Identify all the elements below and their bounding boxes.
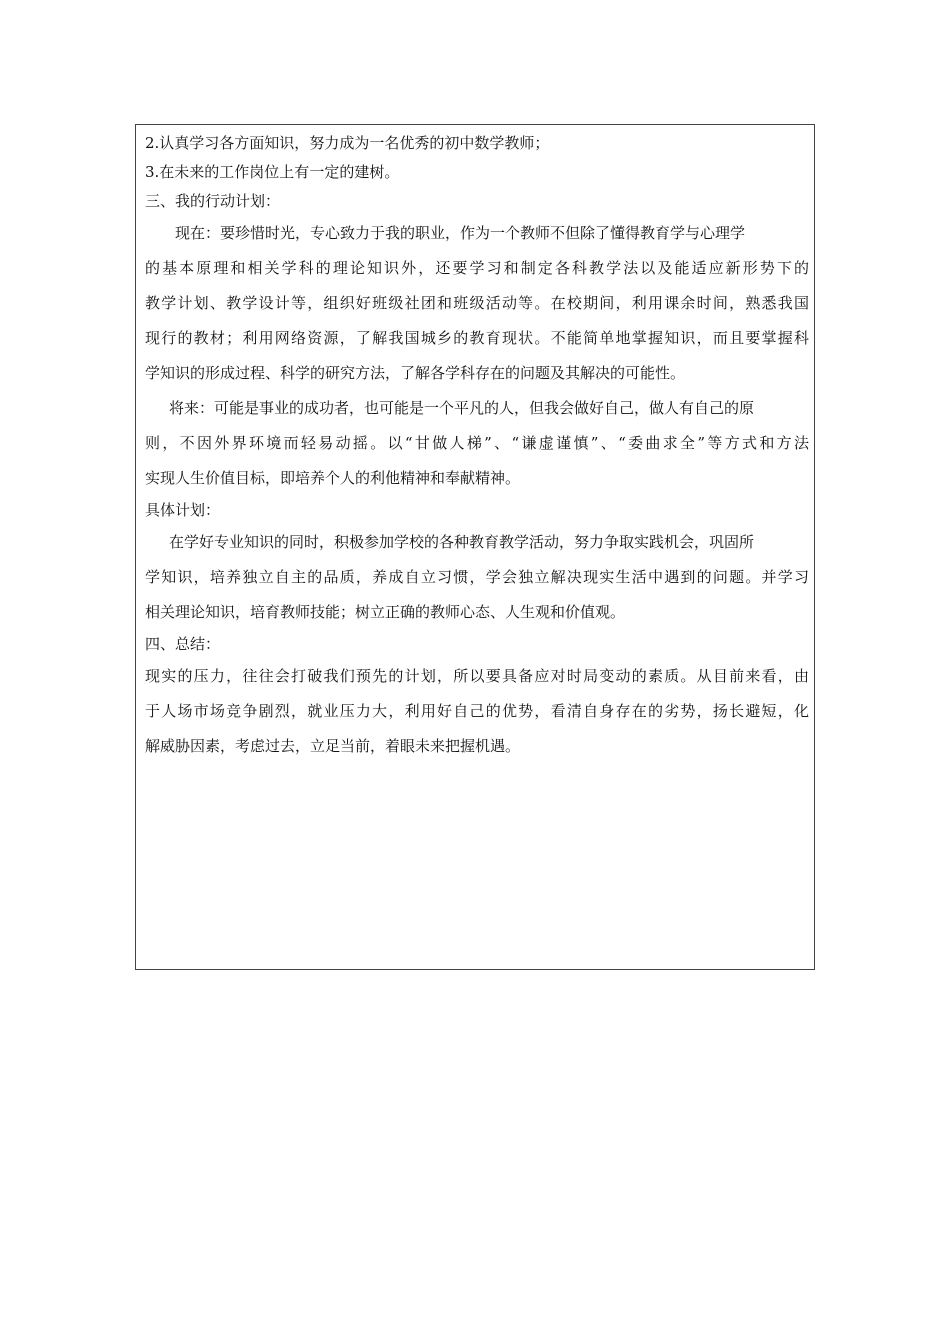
paragraph-now-line: 的基本原理和相关学科的理论知识外，还要学习和制定各科教学法以及能适应新形势下的 [145,259,809,277]
goal-item-3: 3.在未来的工作岗位上有一定的建树。 [145,163,400,181]
paragraph-future-line: 将来：可能是事业的成功者，也可能是一个平凡的人，但我会做好自己，做人有自己的原 [169,399,755,417]
goal-item-2: 2.认真学习各方面知识，努力成为一名优秀的初中数学教师； [145,134,550,152]
paragraph-summary-line: 解威胁因素，考虑过去，立足当前，着眼未来把握机遇。 [145,737,521,755]
document-body [145,129,809,764]
paragraph-specific-line: 相关理论知识，培育教师技能；树立正确的教师心态、人生观和价值观。 [145,603,626,621]
paragraph-specific-line: 在学好专业知识的同时，积极参加学校的各种教育教学活动，努力争取实践机会，巩固所 [169,533,755,551]
subheading-specific-plan: 具体计划： [145,501,221,519]
paragraph-now-line: 学知识的形成过程、科学的研究方法，了解各学科存在的问题及其解决的可能性。 [145,364,686,382]
document-table-cell [135,124,815,970]
paragraph-future-line: 则，不因外界环境而轻易动摇。以“甘做人梯”、“谦虚谨慎”、“委曲求全”等方式和方法 [145,434,809,452]
paragraph-summary-line: 现实的压力，往往会打破我们预先的计划，所以要具备应对时局变动的素质。从目前来看，由 [145,667,809,685]
paragraph-specific-line: 学知识，培养独立自主的品质，养成自立习惯，学会独立解决现实生活中遇到的问题。并学习 [145,568,809,586]
section-heading-summary: 四、总结： [145,635,221,653]
paragraph-future-line: 实现人生价值目标，即培养个人的利他精神和奉献精神。 [145,469,521,487]
paragraph-summary-line: 于人场市场竞争剧烈，就业压力大，利用好自己的优势，看清自身存在的劣势，扬长避短，化 [145,702,809,720]
paragraph-now-line: 教学计划、教学设计等，组织好班级社团和班级活动等。在校期间，利用课余时间，熟悉我国 [145,294,809,312]
section-heading-action-plan: 三、我的行动计划： [145,192,281,210]
paragraph-now-line: 现在：要珍惜时光，专心致力于我的职业，作为一个教师不但除了懂得教育学与心理学 [175,224,746,242]
paragraph-now-line: 现行的教材；利用网络资源，了解我国城乡的教育现状。不能简单地掌握知识，而且要掌握科 [145,329,809,347]
